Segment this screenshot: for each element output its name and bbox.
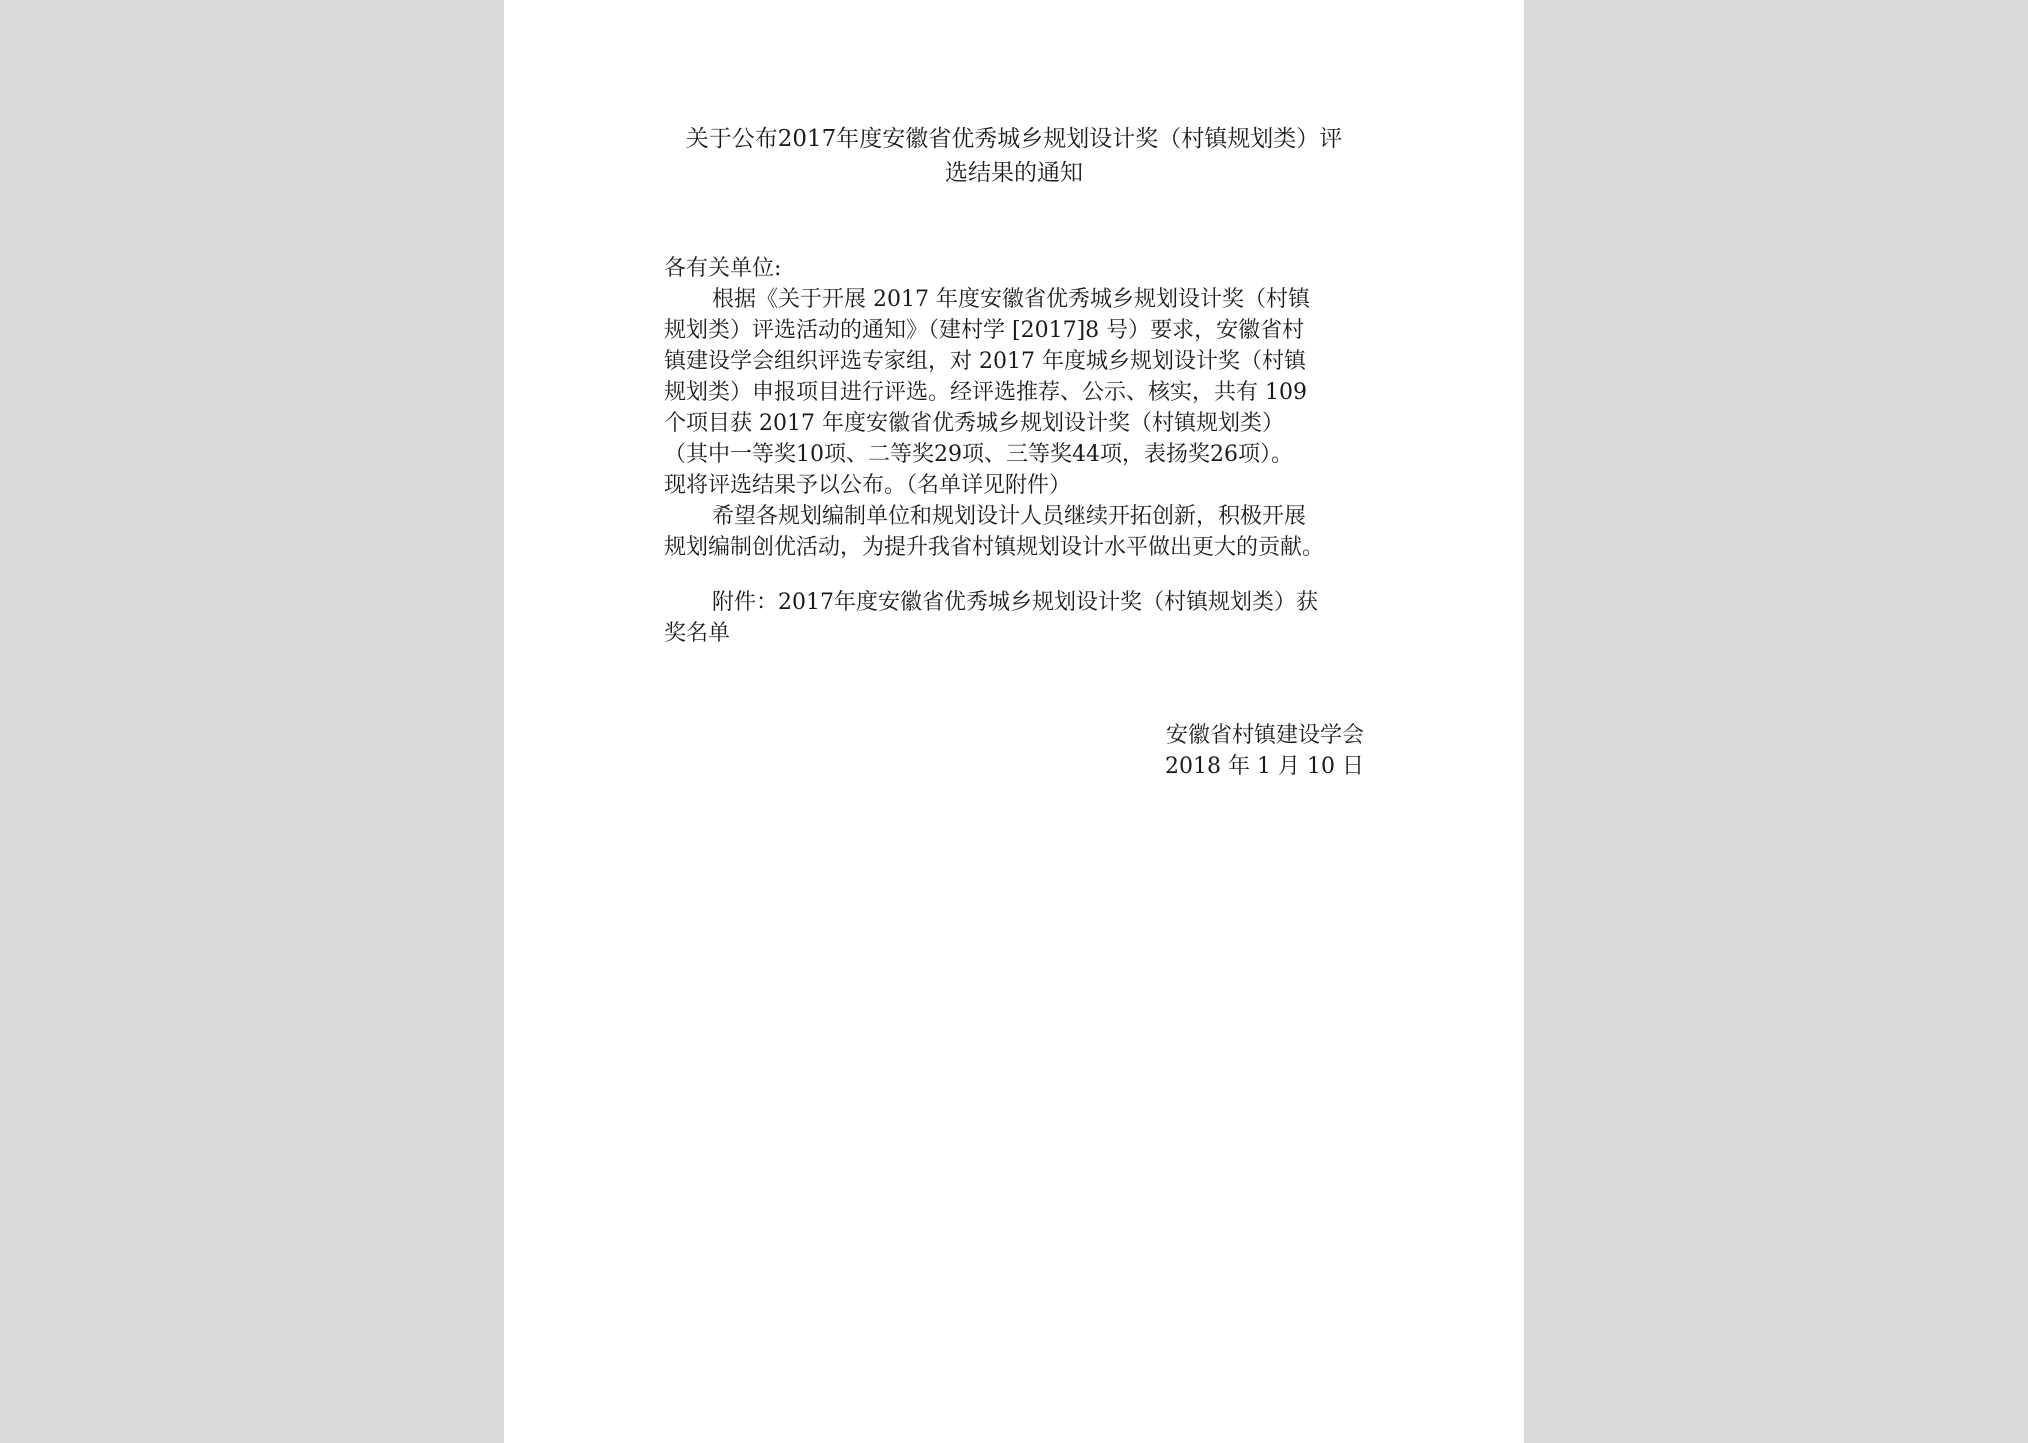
paragraph-2-line: 希望各规划编制单位和规划设计人员继续开拓创新，积极开展 [712,504,1307,529]
signature-organization: 安徽省村镇建设学会 [1165,723,1364,748]
salutation: 各有关单位: [664,256,782,281]
paragraph-1-line: （其中一等奖10项、二等奖29项、三等奖44项，表扬奖26项）。 [664,442,1293,467]
title-line-2: 选结果的通知 [945,160,1083,186]
spacer [664,563,1364,587]
document-title [664,122,1364,190]
attachment-note [664,587,1364,649]
paragraph-1-line: 现将评选结果予以公布。（名单详见附件） [664,473,1072,498]
paragraph-1-line: 规划类）申报项目进行评选。经评选推荐、公示、核实，共有 109 [664,380,1307,405]
paragraph-1-line: 个项目获 2017 年度安徽省优秀城乡规划设计奖（村镇规划类） [664,411,1284,436]
paragraph-1-line: 镇建设学会组织评选专家组，对 2017 年度城乡规划设计奖（村镇 [664,349,1306,374]
paragraph-2-line: 规划编制创优活动，为提升我省村镇规划设计水平做出更大的贡献。 [664,535,1325,560]
paragraph-2 [664,501,1364,563]
document-page [504,0,1524,1443]
document-body [664,253,1364,649]
title-line-1: 关于公布2017年度安徽省优秀城乡规划设计奖（村镇规划类）评 [685,126,1343,152]
paragraph-1-line: 规划类）评选活动的通知》（建村学 [2017]8 号）要求，安徽省村 [664,318,1305,343]
attachment-line: 奖名单 [664,621,731,646]
signature-block [944,720,1364,782]
paragraph-1 [664,284,1364,501]
attachment-line: 附件：2017年度安徽省优秀城乡规划设计奖（村镇规划类）获 [712,590,1318,615]
paragraph-1-line: 根据《关于开展 2017 年度安徽省优秀城乡规划设计奖（村镇 [712,287,1310,312]
signature-date: 2018 年 1 月 10 日 [1165,754,1364,779]
